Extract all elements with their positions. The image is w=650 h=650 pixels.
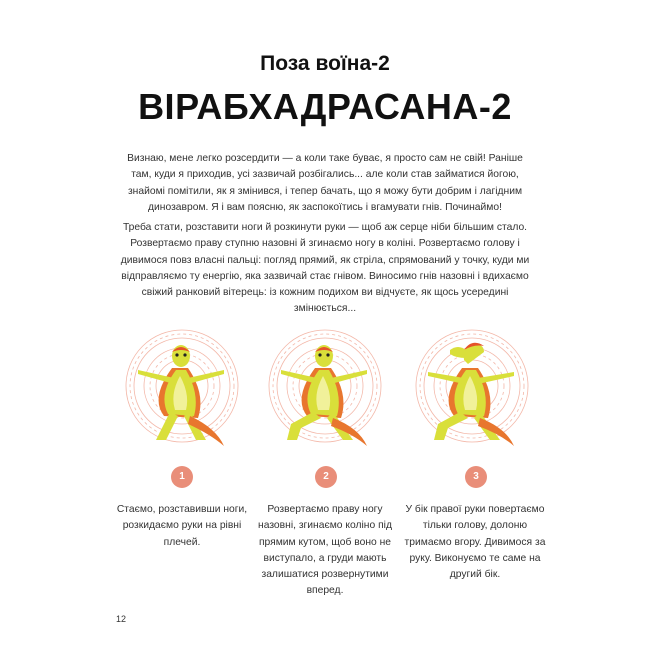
step-badge-1: 1 bbox=[171, 466, 193, 488]
dino-illustration-step-1 bbox=[120, 328, 244, 452]
step-badge-3: 3 bbox=[465, 466, 487, 488]
step-caption-2: Розвертаємо праву ногу назовні, згинаємо коліно під прямим кутом, щоб воно не виступало, а груди мають залишатися розвернутими вперед. bbox=[258, 504, 392, 597]
dino-illustration-step-2 bbox=[263, 328, 387, 452]
dino-illustration-step-3 bbox=[410, 328, 534, 452]
dinosaur-icon bbox=[281, 345, 367, 446]
pose-title: ВІРАБХАДРАСАНА-2 bbox=[138, 86, 512, 127]
step-caption-1: Стаємо, розставивши ноги, розкидаємо руки на рівні плечей. bbox=[116, 504, 248, 548]
intro-paragraph-1: Визнаю, мене легко розсердити — а коли таке буває, я просто сам не свій! Раніше там, куди я приходив, усі зазвичай розбігались... але коли став займатися йогою, знайомі помітили, як я змінився, і тепер бачать, що я можу бути добрим і лагідним динозавром. Я і вам поясню, як заспокоїтись і вгамувати гнів. Починаймо! bbox=[127, 153, 523, 213]
page-number: 12 bbox=[116, 614, 127, 624]
step-badge-2: 2 bbox=[315, 466, 337, 488]
pose-subtitle: Поза воїна-2 bbox=[260, 52, 390, 75]
intro-paragraph-2: Треба стати, розставити ноги й розкинути руки — щоб аж серце ніби більшим стало. Розвертаємо праву ступню назовні й згинаємо ногу в коліні. Розвертаємо голову і дивимося повз власні пальці: погляд прямий, як стріла, спрямований у точку, куди ми відправляємо ту енергію, яка зазвичай стає гнівом. Виносимо гнів назовні і вдихаємо свіжий ранковий вітерець: із кожним подихом ви відчуєте, як щось усередині змінюється... bbox=[120, 222, 530, 315]
dinosaur-icon bbox=[138, 345, 224, 446]
step-caption-3: У бік правої руки повертаємо тільки голову, долоню тримаємо вгору. Дивимося за руку. Виконуємо те саме на другий бік. bbox=[404, 504, 546, 581]
